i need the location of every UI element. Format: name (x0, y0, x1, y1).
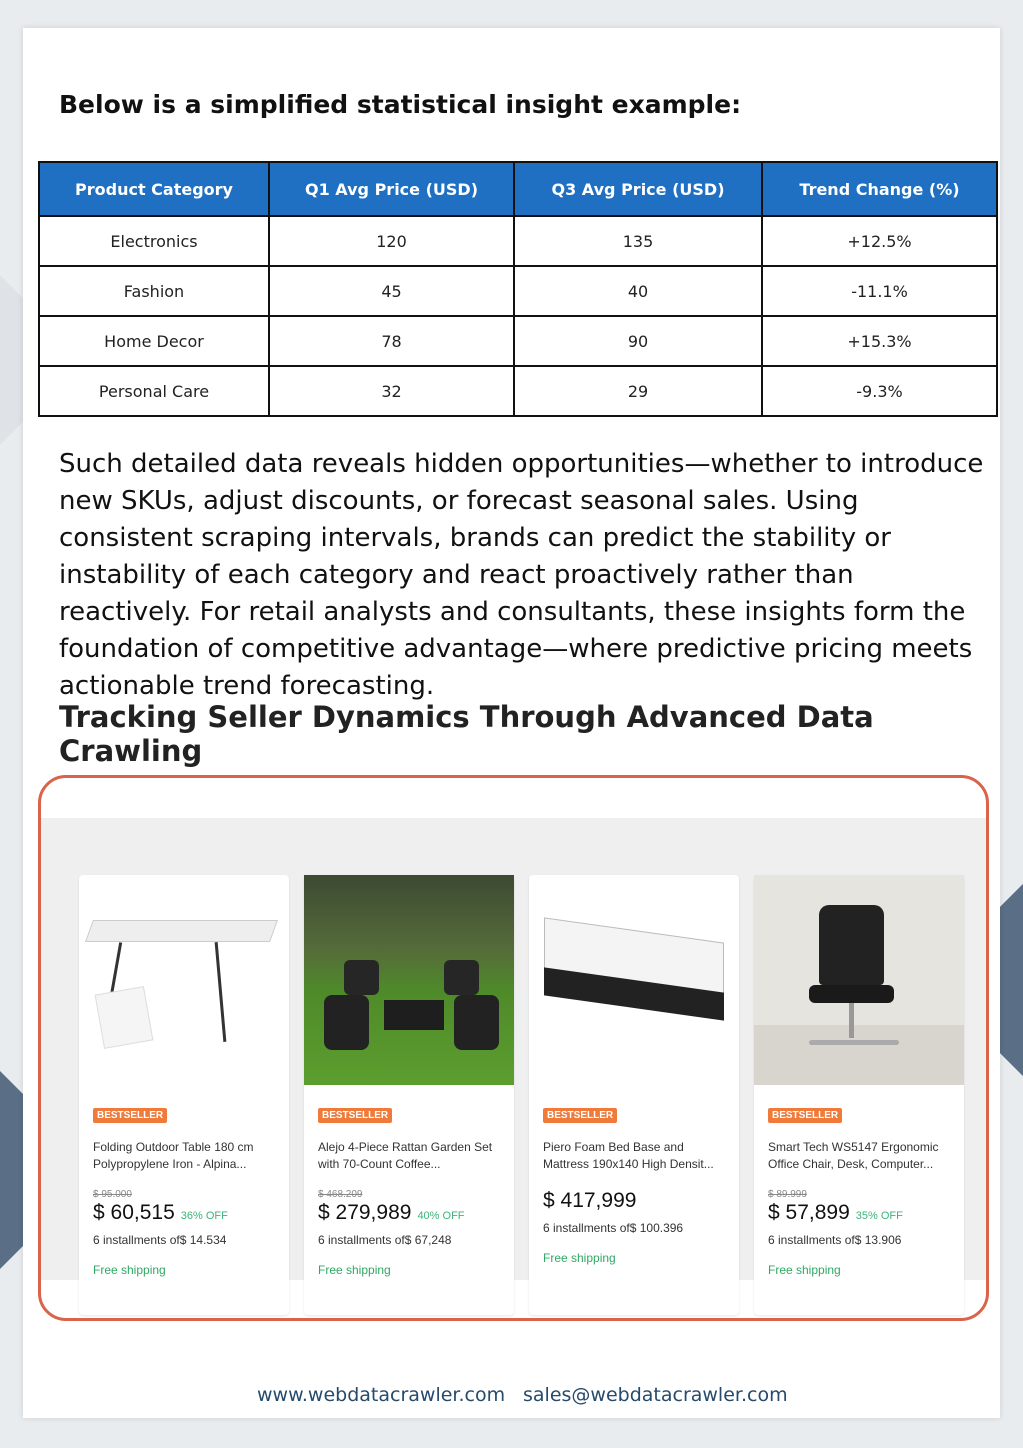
original-price: $ 468.209 (318, 1189, 363, 1200)
table-cell: 135 (514, 216, 762, 266)
product-title[interactable]: Smart Tech WS5147 Ergonomic Office Chair, Desk, Computer... (768, 1140, 939, 1171)
table-cell: 45 (269, 266, 514, 316)
product-card[interactable] (529, 875, 739, 1315)
table-row (39, 316, 997, 366)
intro-text: Below is a simplified statistical insight example: (59, 90, 742, 119)
free-shipping: Free shipping (768, 1263, 841, 1277)
discount-label: 36% OFF (180, 1210, 228, 1222)
current-price: $ 60,515 (93, 1201, 175, 1224)
office-chair-image (754, 875, 964, 1085)
installments: 6 installments of$ 13.906 (768, 1233, 902, 1247)
product-screenshot (38, 775, 989, 1321)
discount-label: 40% OFF (417, 1210, 465, 1222)
email-link[interactable]: sales@webdatacrawler.com (523, 1384, 788, 1406)
column-header: Trend Change (%) (762, 162, 997, 216)
price-trend-table (38, 161, 998, 417)
current-price: $ 279,989 (318, 1201, 412, 1224)
table-cell: 78 (269, 316, 514, 366)
free-shipping: Free shipping (93, 1263, 166, 1277)
table-cell: Home Decor (39, 316, 269, 366)
table-cell: Personal Care (39, 366, 269, 416)
product-card[interactable] (304, 875, 514, 1315)
table-cell: -11.1% (762, 266, 997, 316)
product-card[interactable] (754, 875, 964, 1315)
table-cell: Electronics (39, 216, 269, 266)
table-cell: 29 (514, 366, 762, 416)
bestseller-badge: BESTSELLER (543, 1108, 617, 1123)
website-link[interactable]: www.webdatacrawler.com (257, 1384, 506, 1406)
current-price: $ 57,899 (768, 1201, 850, 1224)
bestseller-badge: BESTSELLER (93, 1108, 167, 1123)
product-strip (41, 818, 986, 1280)
folding-table-image (79, 875, 289, 1085)
product-title[interactable]: Piero Foam Bed Base and Mattress 190x140 High Densit... (543, 1140, 714, 1171)
column-header: Product Category (39, 162, 269, 216)
original-price: $ 89.999 (768, 1189, 807, 1200)
table-cell: 120 (269, 216, 514, 266)
table-row (39, 366, 997, 416)
bestseller-badge: BESTSELLER (318, 1108, 392, 1123)
free-shipping: Free shipping (318, 1263, 391, 1277)
installments: 6 installments of$ 67,248 (318, 1233, 452, 1247)
table-cell: +15.3% (762, 316, 997, 366)
original-price: $ 95.000 (93, 1189, 132, 1200)
document-page (23, 28, 1000, 1418)
table-cell: 32 (269, 366, 514, 416)
installments: 6 installments of$ 100.396 (543, 1221, 684, 1235)
body-paragraph: Such detailed data reveals hidden opportunities—whether to introduce new SKUs, adjust discounts, or forecast seasonal sales. Using consistent scraping intervals, brands can predict the stability or instability of each category and react proactively rather than reactively. For retail analysts and consultants, these insights form the foundation of competitive advantage—where predictive pricing meets actionable trend forecasting. (59, 449, 984, 701)
section-heading: Tracking Seller Dynamics Through Advanced Data Crawling (59, 700, 874, 768)
bestseller-badge: BESTSELLER (768, 1108, 842, 1123)
garden-set-image (304, 875, 514, 1085)
mattress-image (529, 875, 739, 1085)
product-title[interactable]: Alejo 4-Piece Rattan Garden Set with 70-Count Coffee... (318, 1140, 493, 1171)
table-cell: -9.3% (762, 366, 997, 416)
table-cell: 40 (514, 266, 762, 316)
installments: 6 installments of$ 14.534 (93, 1233, 227, 1247)
table-cell: +12.5% (762, 216, 997, 266)
column-header: Q3 Avg Price (USD) (514, 162, 762, 216)
column-header: Q1 Avg Price (USD) (269, 162, 514, 216)
table-cell: Fashion (39, 266, 269, 316)
table-row (39, 216, 997, 266)
table-row (39, 266, 997, 316)
discount-label: 35% OFF (855, 1210, 903, 1222)
free-shipping: Free shipping (543, 1251, 616, 1265)
product-title[interactable]: Folding Outdoor Table 180 cm Polypropylene Iron - Alpina... (93, 1140, 254, 1171)
product-card[interactable] (79, 875, 289, 1315)
table-cell: 90 (514, 316, 762, 366)
current-price: $ 417,999 (543, 1189, 637, 1212)
